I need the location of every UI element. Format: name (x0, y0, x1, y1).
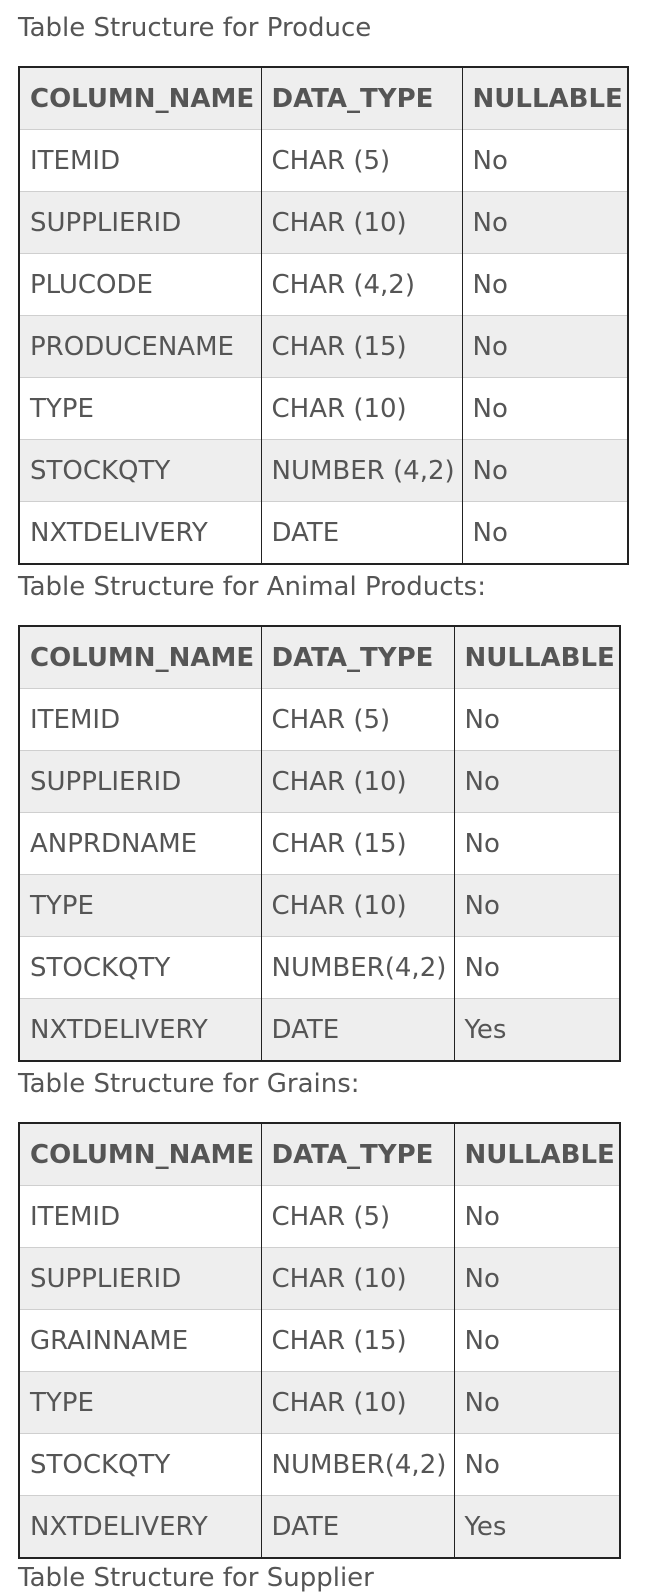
header-data-type: DATA_TYPE (261, 67, 462, 130)
cell-data-type: DATE (261, 999, 454, 1062)
cell-column-name: NXTDELIVERY (19, 502, 261, 565)
header-nullable: NULLABLE (454, 1123, 620, 1186)
cell-column-name: TYPE (19, 378, 261, 440)
header-column-name: COLUMN_NAME (19, 67, 261, 130)
cell-data-type: NUMBER (4,2) (261, 440, 462, 502)
cell-column-name: STOCKQTY (19, 440, 261, 502)
cell-nullable: No (454, 1310, 620, 1372)
cell-data-type: CHAR (15) (261, 813, 454, 875)
cell-nullable: No (454, 751, 620, 813)
table-row (19, 813, 620, 875)
cell-column-name: GRAINNAME (19, 1310, 261, 1372)
table-header-row (19, 626, 620, 689)
table-row (19, 937, 620, 999)
cell-data-type: NUMBER(4,2) (261, 937, 454, 999)
cell-column-name: ITEMID (19, 1186, 261, 1248)
cell-data-type: CHAR (10) (261, 192, 462, 254)
cell-column-name: SUPPLIERID (19, 751, 261, 813)
cell-data-type: CHAR (15) (261, 1310, 454, 1372)
section-title-next-partial: Table Structure for Supplier (18, 1563, 374, 1593)
header-nullable: NULLABLE (454, 626, 620, 689)
cell-column-name: NXTDELIVERY (19, 1496, 261, 1559)
table-row (19, 999, 620, 1062)
table-row (19, 689, 620, 751)
cell-nullable: No (462, 378, 628, 440)
cell-nullable: No (462, 440, 628, 502)
table-grains (18, 1122, 621, 1559)
section-title-grains: Table Structure for Grains: (18, 1069, 360, 1099)
table-row (19, 1186, 620, 1248)
table-row (19, 1372, 620, 1434)
table-row (19, 1434, 620, 1496)
cell-nullable: No (462, 316, 628, 378)
cell-nullable: No (454, 813, 620, 875)
cell-data-type: DATE (261, 502, 462, 565)
cell-data-type: CHAR (5) (261, 130, 462, 192)
section-title-produce: Table Structure for Produce (18, 13, 372, 43)
cell-data-type: CHAR (10) (261, 751, 454, 813)
table-produce (18, 66, 629, 565)
cell-nullable: Yes (454, 1496, 620, 1559)
cell-nullable: No (454, 1186, 620, 1248)
cell-column-name: ITEMID (19, 689, 261, 751)
cell-nullable: No (462, 130, 628, 192)
table-row (19, 192, 628, 254)
section-title-animal-products: Table Structure for Animal Products: (18, 572, 486, 602)
table-row (19, 1248, 620, 1310)
table-row (19, 378, 628, 440)
table-row (19, 1496, 620, 1559)
cell-data-type: CHAR (10) (261, 378, 462, 440)
cell-nullable: Yes (454, 999, 620, 1062)
cell-data-type: CHAR (15) (261, 316, 462, 378)
cell-nullable: No (454, 937, 620, 999)
header-data-type: DATA_TYPE (261, 1123, 454, 1186)
header-data-type: DATA_TYPE (261, 626, 454, 689)
cell-column-name: TYPE (19, 1372, 261, 1434)
document-body (18, 0, 658, 1594)
cell-column-name: NXTDELIVERY (19, 999, 261, 1062)
cell-column-name: STOCKQTY (19, 937, 261, 999)
cell-nullable: No (454, 689, 620, 751)
header-column-name: COLUMN_NAME (19, 626, 261, 689)
table-row (19, 751, 620, 813)
cell-nullable: No (454, 1248, 620, 1310)
cell-nullable: No (462, 502, 628, 565)
cell-nullable: No (454, 1434, 620, 1496)
header-column-name: COLUMN_NAME (19, 1123, 261, 1186)
table-row (19, 502, 628, 565)
cell-data-type: CHAR (10) (261, 1372, 454, 1434)
cell-column-name: ITEMID (19, 130, 261, 192)
cell-data-type: CHAR (5) (261, 1186, 454, 1248)
cell-nullable: No (462, 254, 628, 316)
cell-column-name: TYPE (19, 875, 261, 937)
cell-column-name: PRODUCENAME (19, 316, 261, 378)
cell-nullable: No (462, 192, 628, 254)
cell-column-name: SUPPLIERID (19, 192, 261, 254)
table-row (19, 440, 628, 502)
table-row (19, 316, 628, 378)
cell-data-type: CHAR (4,2) (261, 254, 462, 316)
header-nullable: NULLABLE (462, 67, 628, 130)
cell-data-type: CHAR (10) (261, 1248, 454, 1310)
table-animal-products (18, 625, 621, 1062)
cell-data-type: CHAR (5) (261, 689, 454, 751)
table-row (19, 254, 628, 316)
table-row (19, 130, 628, 192)
cell-column-name: PLUCODE (19, 254, 261, 316)
cell-nullable: No (454, 875, 620, 937)
cell-column-name: ANPRDNAME (19, 813, 261, 875)
table-header-row (19, 67, 628, 130)
table-row (19, 875, 620, 937)
cell-column-name: SUPPLIERID (19, 1248, 261, 1310)
cell-nullable: No (454, 1372, 620, 1434)
cell-data-type: CHAR (10) (261, 875, 454, 937)
table-row (19, 1310, 620, 1372)
table-header-row (19, 1123, 620, 1186)
cell-column-name: STOCKQTY (19, 1434, 261, 1496)
cell-data-type: NUMBER(4,2) (261, 1434, 454, 1496)
cell-data-type: DATE (261, 1496, 454, 1559)
